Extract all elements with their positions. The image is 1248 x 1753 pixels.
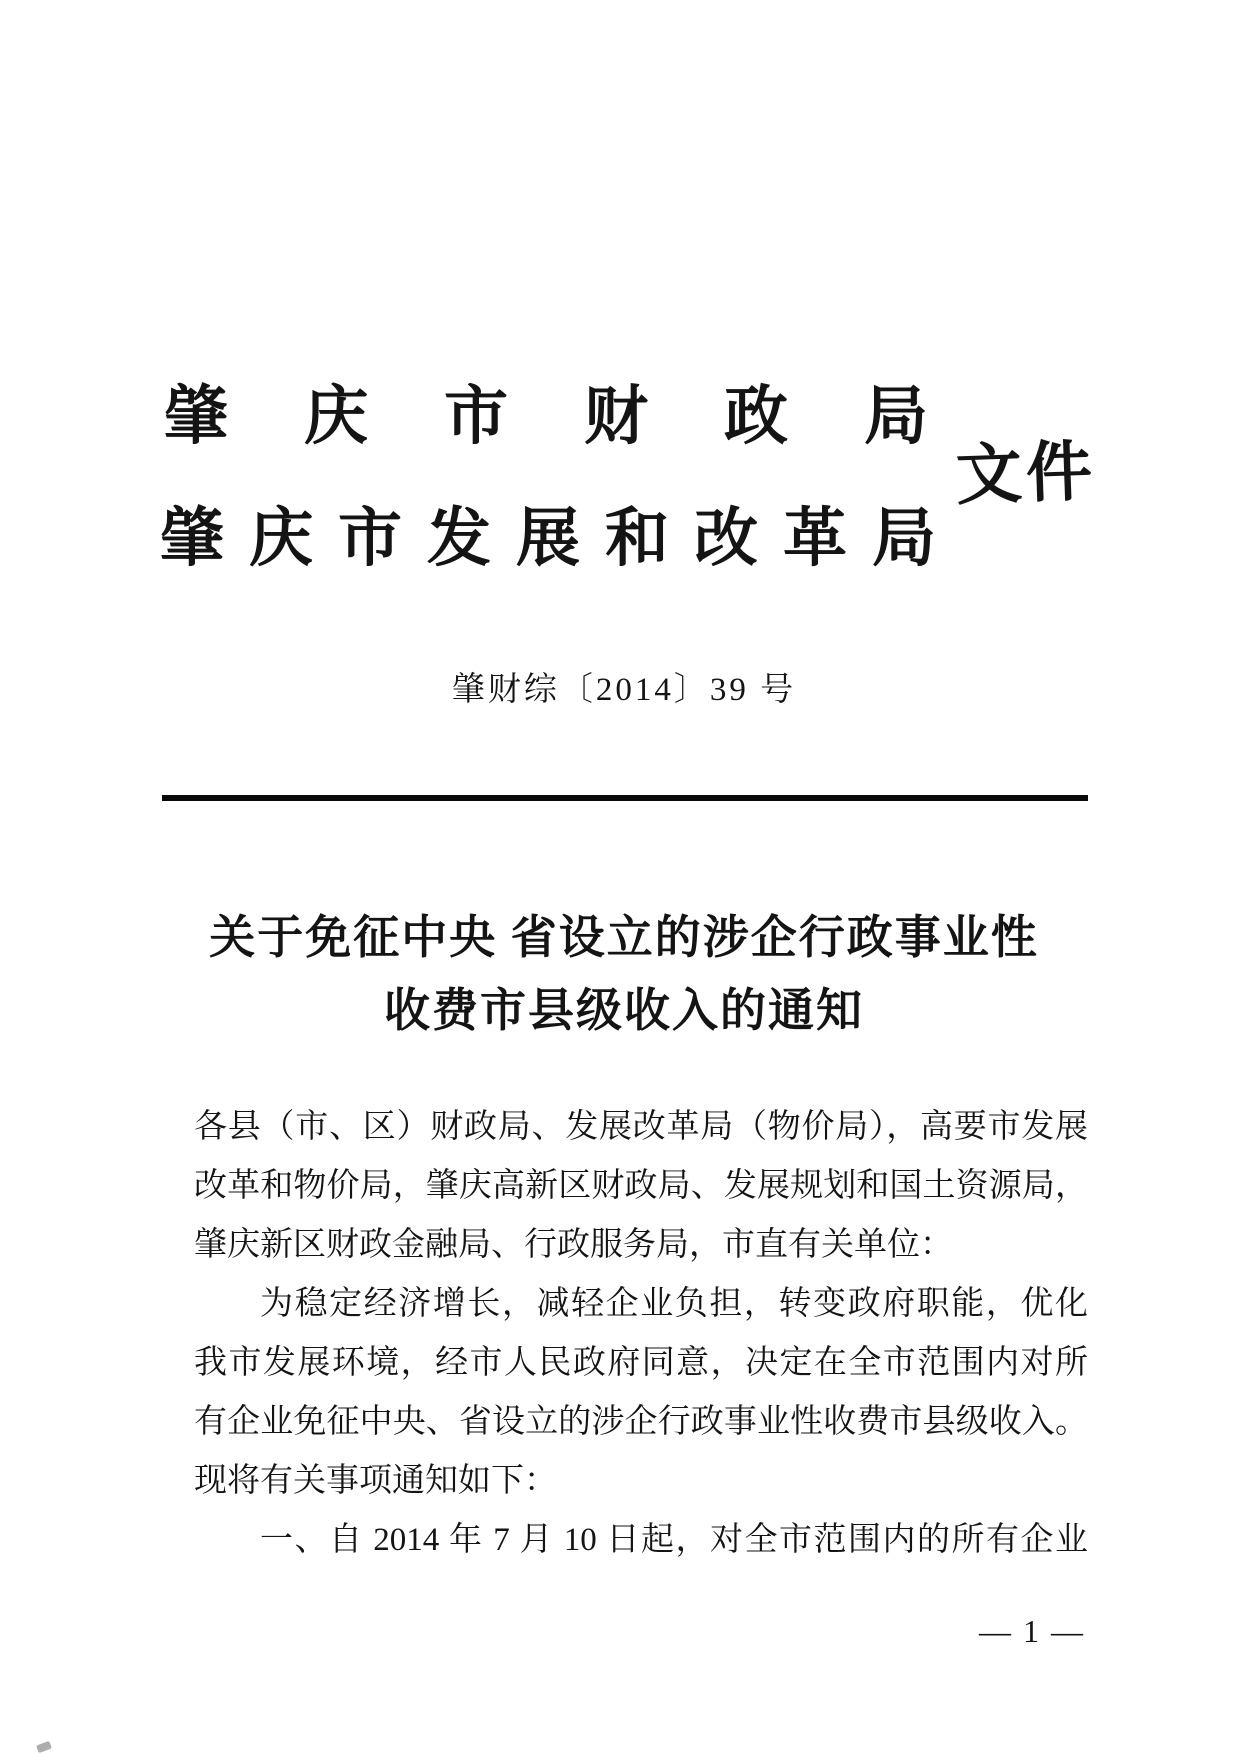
body-line-item-one: 一、自 2014 年 7 月 10 日起，对全市范围内的所有企业 [260, 1522, 1088, 1558]
document-body [194, 1098, 1088, 1570]
body-line-paragraph-3: 有企业免征中央、省设立的涉企行政事业性收费市县级收入。 [194, 1404, 1088, 1440]
document-title [0, 901, 1248, 1047]
document-number: 肇财综〔2014〕39 号 [451, 672, 797, 708]
scan-smudge-artifact [36, 1741, 52, 1753]
body-line-paragraph-4: 现将有关事项通知如下： [194, 1463, 557, 1499]
body-line-paragraph-1: 为稳定经济增长，减轻企业负担，转变政府职能，优化 [260, 1286, 1088, 1322]
doc-type-label: 文件 [954, 435, 1098, 514]
body-line-recipients-3: 肇庆新区财政金融局、行政服务局，市直有关单位： [194, 1227, 953, 1263]
document-title-line1: 关于免征中央 省设立的涉企行政事业性 [209, 912, 1039, 963]
agency-name-line2: 肇庆市发展和改革局 [160, 503, 961, 574]
separator-rule [162, 795, 1088, 801]
body-line-paragraph-2: 我市发展环境，经市人民政府同意，决定在全市范围内对所 [194, 1345, 1088, 1381]
document-title-line2: 收费市县级收入的通知 [384, 985, 864, 1036]
agency-name-line1: 肇庆市财政局 [164, 381, 1004, 452]
page-number: — 1 — [979, 1613, 1085, 1649]
body-line-recipients-1: 各县（市、区）财政局、发展改革局（物价局），高要市发展 [194, 1109, 1088, 1145]
body-line-recipients-2: 改革和物价局，肇庆高新区财政局、发展规划和国土资源局， [194, 1168, 1088, 1204]
